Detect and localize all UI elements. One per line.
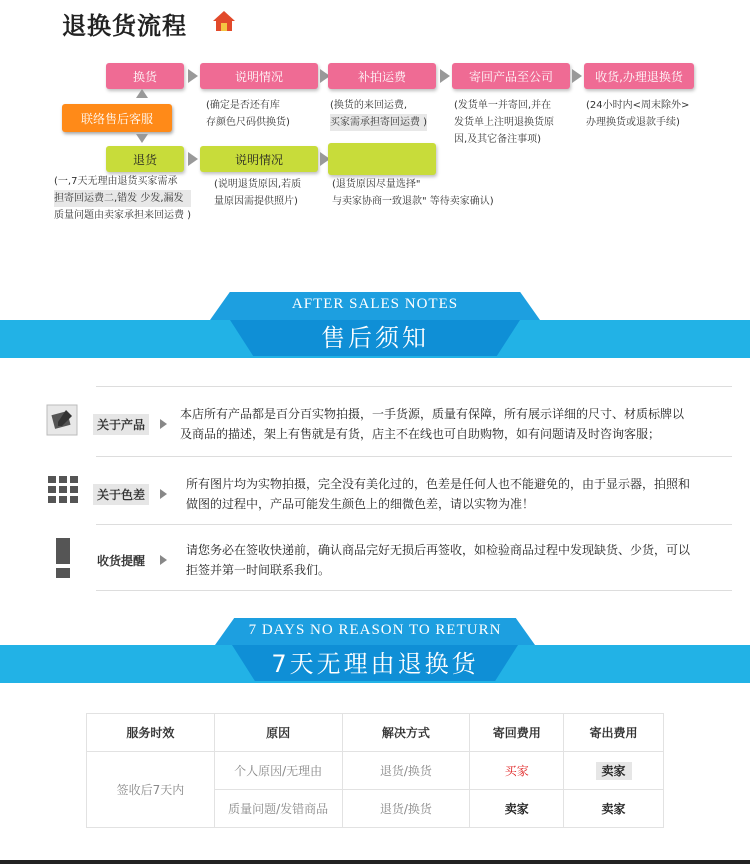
process-step: 收货,办理退换货 [584,63,694,89]
exchange-step: 换货 [106,63,184,89]
note-label-receipt: 收货提醒 [97,554,146,568]
return-explain-step: 说明情况 [200,146,318,172]
pencil-note-icon [46,404,78,436]
send-fee-cell: 卖家 [564,752,664,790]
return-note-left: (一,7天无理由退货买家需承 担寄回运费二,错发 少发,漏发 质量问题由卖家承担来回运费 ) [54,176,192,221]
solution-cell: 退货/换货 [342,790,470,828]
return-fee-cell: 卖家 [470,790,564,828]
arrow-up-icon [136,89,148,98]
note-text-product: 本店所有产品都是百分百实物拍摄，一手货源，质量有保障，所有展示详细的尺寸、材质标牌以 及商品的描述，架上有售就是有货，店主不在线也可自助购物，如有问题请及时咨询客服； [180,407,685,441]
solution-cell: 退货/换货 [342,752,470,790]
flow-title: 退换货流程 [62,12,187,40]
note-label-product: 关于产品 [93,414,149,435]
notes-banner-en: AFTER SALES NOTES [291,296,459,312]
reason-cell: 个人原因/无理由 [214,752,342,790]
note-text-color: 所有图片均为实物拍摄，完全没有美化过的，色差是任何人也不能避免的，由于显示器，拍照和 做图的过程中，产品可能发生颜色上的细微色差，请以实物为准！ [186,477,691,511]
arrow-right-icon [440,69,450,83]
divider [96,386,732,387]
table-header: 寄回费用 [470,714,564,752]
note-text-receipt: 请您务必在签收快递前，确认商品完好无损后再签收，如检验商品过程中发现缺货、少货，可以 拒签并第一时间联系我们。 [186,543,691,577]
exclamation-icon [54,538,72,578]
arrow-right-icon [188,69,198,83]
return-banner-zh: 7天无理由退换货 [271,650,479,678]
exchange-note-3: (发货单一并寄回,并在 发货单上注明退换货原 因,及其它备注事项) [454,100,554,145]
table-header-row [87,714,664,752]
return-note-mid: (说明退货原因,若质 量原因需提供照片) [214,179,302,207]
send-back-step: 寄回产品至公司 [452,63,570,89]
arrow-right-icon [572,69,582,83]
return-blank-step [328,143,436,175]
table-header: 原因 [214,714,342,752]
table-header: 寄出费用 [564,714,664,752]
arrow-right-icon [188,152,198,166]
table-row [87,752,664,790]
send-fee-cell: 卖家 [564,790,664,828]
divider [96,524,732,525]
bottom-rule [0,860,750,864]
exchange-note-1: (确定是否还有库 存颜色尺码供换货) [206,100,290,128]
triangle-right-icon [160,489,167,499]
return-fee-cell: 买家 [470,752,564,790]
period-cell: 签收后7天内 [87,752,215,828]
contact-service-box: 联络售后客服 [62,104,172,132]
notes-banner [0,296,750,356]
table-header: 服务时效 [87,714,215,752]
notes-banner-zh: 售后须知 [321,324,429,352]
exchange-note-2: (换货的来回运费, 买家需承担寄回运费 ) [330,97,427,131]
return-banner [0,622,750,682]
explain-step: 说明情况 [200,63,318,89]
return-policy-table [86,713,664,828]
return-note-right: (退货原因尽量选择" 与卖家协商一致退款" 等待卖家确认) [332,179,494,207]
house-icon [212,10,236,32]
triangle-right-icon [160,419,167,429]
triangle-right-icon [160,555,167,565]
arrow-down-icon [136,134,148,143]
grid-icon [48,476,78,504]
reason-cell: 质量问题/发错商品 [214,790,342,828]
divider [96,590,732,591]
divider [96,456,732,457]
return-banner-en: 7 DAYS NO REASON TO RETURN [248,622,502,638]
shipping-fee-step: 补拍运费 [328,63,436,89]
exchange-note-4: (24小时内<周末除外> 办理换货或退款手续) [586,100,690,128]
return-step: 退货 [106,146,184,172]
note-label-color: 关于色差 [93,484,149,505]
table-header: 解决方式 [342,714,470,752]
